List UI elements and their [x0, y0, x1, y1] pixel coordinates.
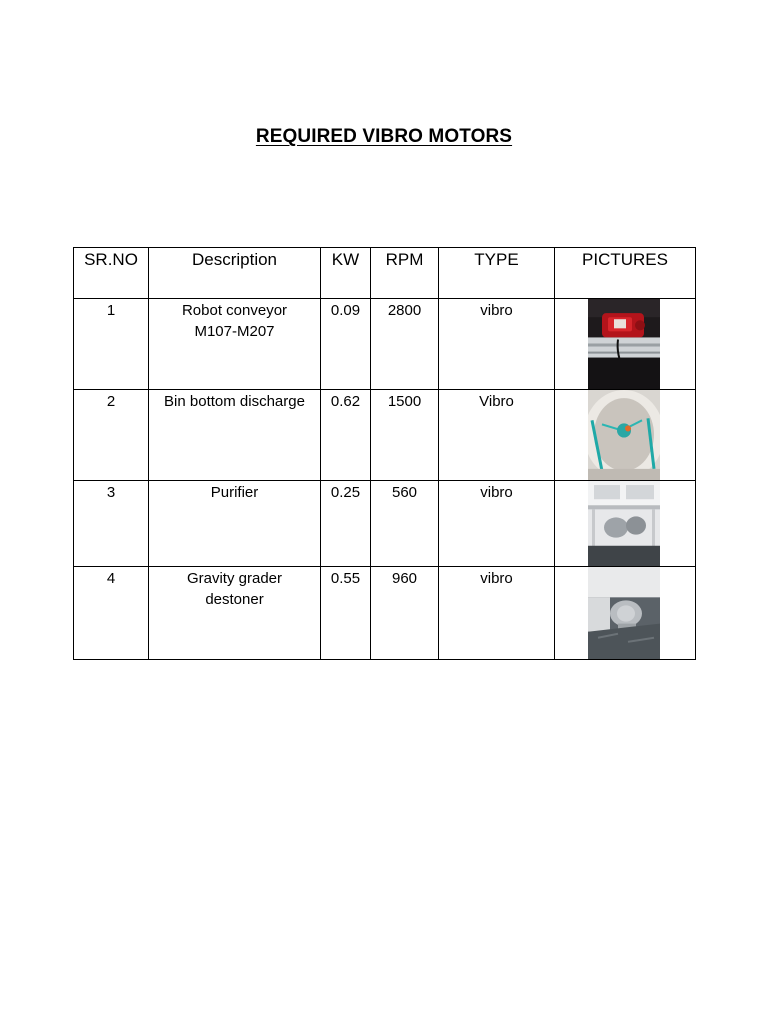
cell-description	[149, 299, 321, 390]
description-line: Gravity grader	[186, 570, 283, 587]
table-header-row	[74, 248, 696, 299]
header-kw: KW	[321, 248, 371, 299]
header-rpm: RPM	[371, 248, 439, 299]
purifier-motor-photo	[588, 481, 660, 566]
cell-rpm: 2800	[371, 299, 439, 390]
motors-table	[73, 247, 696, 660]
header-type: TYPE	[439, 248, 555, 299]
cell-picture	[555, 390, 696, 481]
table-row	[74, 481, 696, 567]
cell-type: vibro	[439, 567, 555, 660]
table-row	[74, 567, 696, 660]
description-line: M107-M207	[194, 323, 275, 340]
cell-type: Vibro	[439, 390, 555, 481]
cell-description	[149, 481, 321, 567]
red-vibro-motor-photo	[588, 299, 660, 389]
bin-discharge-motor-photo	[588, 390, 660, 480]
description-line: destoner	[205, 591, 264, 608]
description-line: Robot conveyor	[181, 302, 288, 319]
cell-rpm: 960	[371, 567, 439, 660]
table-row	[74, 299, 696, 390]
description-line: Purifier	[210, 484, 259, 501]
cell-type: vibro	[439, 481, 555, 567]
cell-description	[149, 390, 321, 481]
cell-sr-no: 3	[74, 481, 149, 567]
header-pictures: PICTURES	[555, 248, 696, 299]
document-title: REQUIRED VIBRO MOTORS	[255, 126, 513, 147]
description-line: Bin bottom discharge	[164, 393, 305, 410]
cell-kw: 0.62	[321, 390, 371, 481]
cell-sr-no: 1	[74, 299, 149, 390]
cell-rpm: 1500	[371, 390, 439, 481]
cell-type: vibro	[439, 299, 555, 390]
cell-sr-no: 4	[74, 567, 149, 660]
table-row	[74, 390, 696, 481]
cell-kw: 0.55	[321, 567, 371, 660]
gravity-grader-motor-photo	[588, 567, 660, 659]
cell-picture	[555, 299, 696, 390]
cell-picture	[555, 567, 696, 660]
cell-rpm: 560	[371, 481, 439, 567]
cell-kw: 0.09	[321, 299, 371, 390]
cell-description	[149, 567, 321, 660]
cell-sr-no: 2	[74, 390, 149, 481]
cell-picture	[555, 481, 696, 567]
cell-kw: 0.25	[321, 481, 371, 567]
header-sr-no: SR.NO	[74, 248, 149, 299]
header-description: Description	[149, 248, 321, 299]
